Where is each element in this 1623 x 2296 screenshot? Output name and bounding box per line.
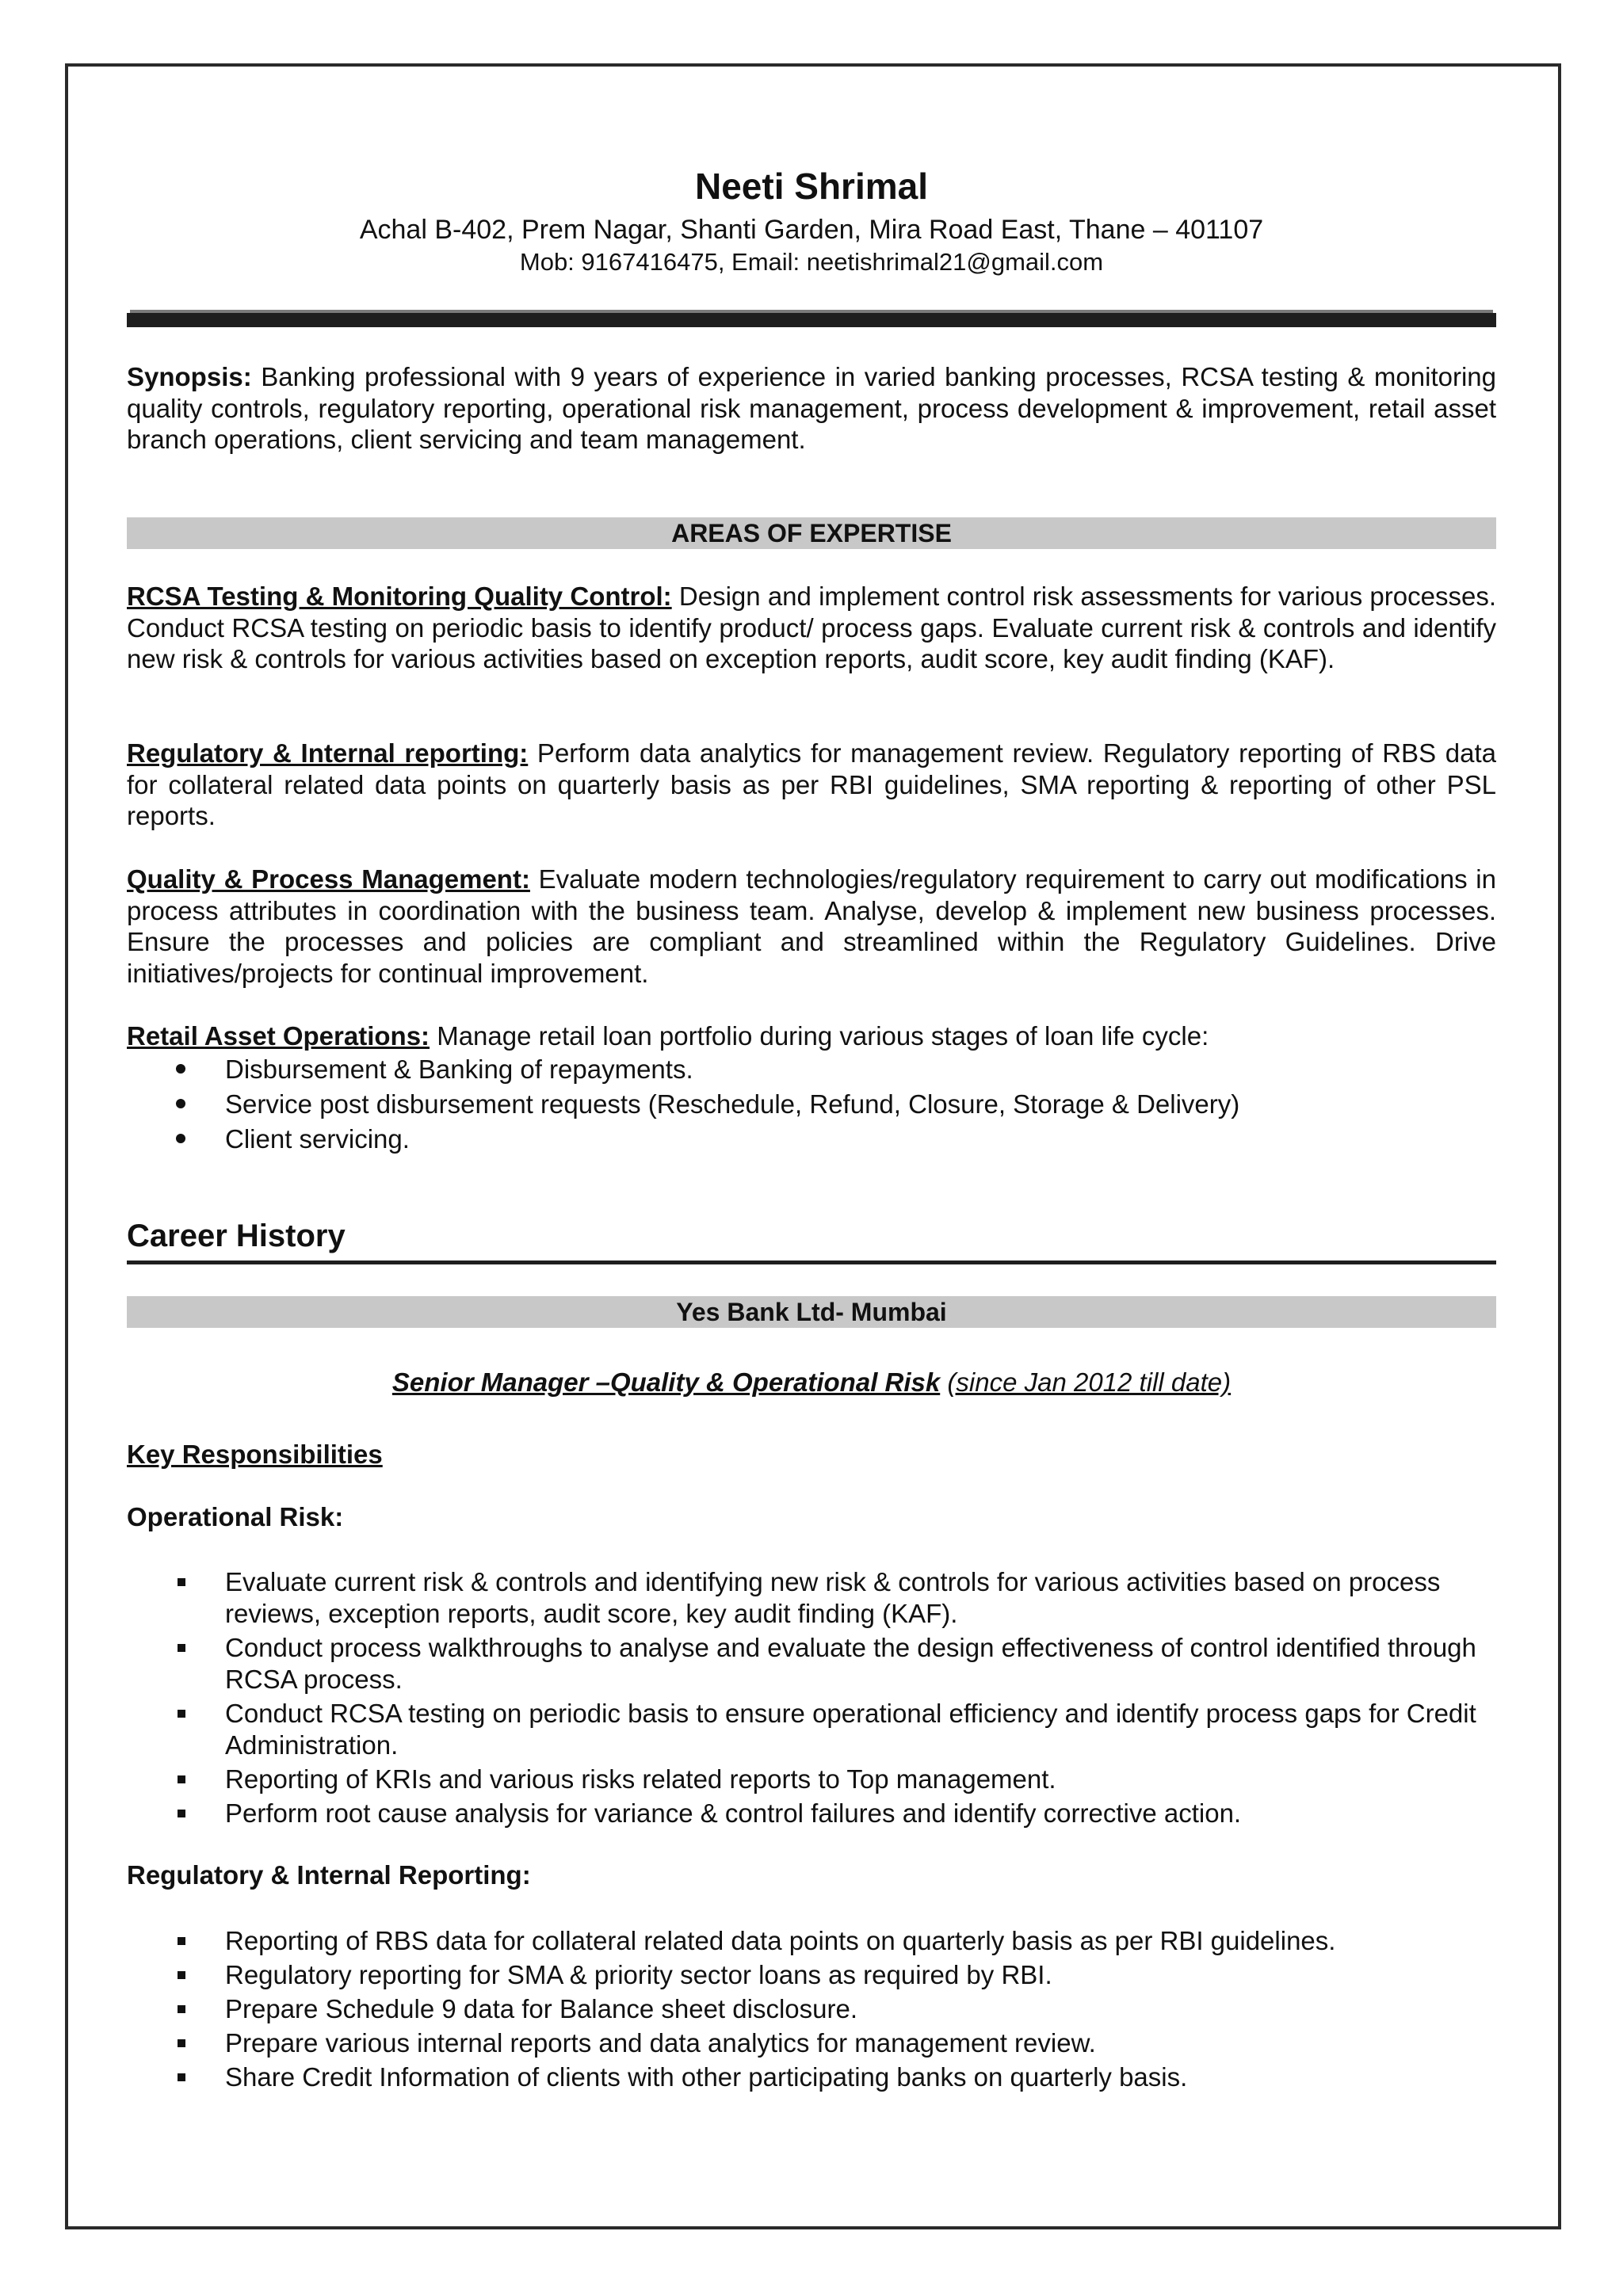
expertise-rcsa-text: Design and implement control risk assessments for various processes. Conduct RCSA testing on periodic basis to identify product/ process gaps. Evaluate current risk & controls and identify new risk & controls for various activities based on exception reports, audit score, key audit finding (KAF). (127, 582, 1496, 673)
role-dates: (since Jan 2012 till date) (947, 1367, 1232, 1397)
expertise-quality-label: Quality & Process Management: (127, 864, 530, 894)
list-item: Prepare Schedule 9 data for Balance sheet disclosure. (127, 1993, 1496, 2025)
expertise-reporting-label: Regulatory & Internal reporting: (127, 738, 529, 768)
list-item: Reporting of KRIs and various risks related reports to Top management. (127, 1764, 1496, 1795)
expertise-retail (127, 1020, 1496, 1052)
bullet-icon (178, 1644, 185, 1652)
list-item: Evaluate current risk & controls and identifying new risk & controls for various activities based on process reviews, exception reports, audit score, key audit finding (KAF). (127, 1566, 1496, 1630)
list-item: Prepare various internal reports and data analytics for management review. (127, 2027, 1496, 2059)
bullet-icon (178, 1971, 185, 1979)
list-item: Disbursement & Banking of repayments. (127, 1052, 1496, 1087)
role-title: Senior Manager –Quality & Operational Risk (391, 1367, 941, 1397)
employer-heading: Yes Bank Ltd- Mumbai (127, 1296, 1496, 1328)
bullet-icon (178, 2039, 185, 2047)
header-divider (127, 313, 1496, 327)
expertise-rcsa-label: RCSA Testing & Monitoring Quality Control: (127, 582, 672, 611)
bullet-icon (178, 1775, 185, 1783)
expertise-retail-text: Manage retail loan portfolio during various stages of loan life cycle: (430, 1021, 1209, 1051)
regulatory-reporting-list (127, 1925, 1496, 2096)
synopsis-text: Banking professional with 9 years of experience in varied banking processes, RCSA testing & monitoring quality controls, regulatory reporting, operational risk management, process development & improvement, retail asset branch operations, client servicing and team management. (127, 362, 1496, 454)
operational-risk-list (127, 1566, 1496, 1832)
bullet-icon (178, 2073, 185, 2081)
bullet-icon (178, 1578, 185, 1586)
expertise-heading: AREAS OF EXPERTISE (127, 517, 1496, 549)
synopsis (127, 361, 1496, 456)
expertise-reporting-text: Perform data analytics for management review. Regulatory reporting of RBS data for collateral related data points on quarterly basis as per RBI guidelines, SMA reporting & reporting of other PSL reports. (127, 738, 1496, 830)
bullet-icon (178, 1710, 185, 1718)
address-line: Achal B-402, Prem Nagar, Shanti Garden, Mira Road East, Thane – 401107 (359, 215, 1264, 245)
bullet-icon (178, 2005, 185, 2013)
expertise-rcsa (127, 581, 1496, 675)
expertise-reporting (127, 738, 1496, 832)
operational-risk-heading: Operational Risk: (127, 1502, 344, 1531)
expertise-quality-text: Evaluate modern technologies/regulatory requirement to carry out modifications in process attributes in coordination with the business team. Analyse, develop & implement new business processes. Ensure the processes and policies are compliant and streamlined within the Regulatory Guidelines. Drive initiatives/projects for continual improvement. (127, 864, 1496, 988)
list-item: Regulatory reporting for SMA & priority sector loans as required by RBI. (127, 1959, 1496, 1991)
list-item: Service post disbursement requests (Reschedule, Refund, Closure, Storage & Delivery) (127, 1087, 1496, 1122)
bullet-icon (178, 1810, 185, 1817)
expertise-retail-label: Retail Asset Operations: (127, 1021, 430, 1051)
synopsis-label: Synopsis: (127, 362, 252, 391)
expertise-quality (127, 864, 1496, 989)
career-history-heading: Career History (127, 1219, 346, 1253)
candidate-name: Neeti Shrimal (695, 166, 928, 207)
bullet-icon (176, 1099, 185, 1108)
bullet-icon (176, 1134, 185, 1143)
contact-line: Mob: 9167416475, Email: neetishrimal21@gmail.com (519, 248, 1104, 276)
key-responsibilities-heading: Key Responsibilities (127, 1440, 383, 1469)
regulatory-reporting-heading: Regulatory & Internal Reporting: (127, 1860, 531, 1890)
bullet-icon (176, 1064, 185, 1074)
list-item: Conduct RCSA testing on periodic basis to ensure operational efficiency and identify process gaps for Credit Administration. (127, 1698, 1496, 1761)
list-item: Client servicing. (127, 1122, 1496, 1157)
list-item: Perform root cause analysis for variance & control failures and identify corrective action. (127, 1798, 1496, 1829)
retail-bullet-list (127, 1052, 1496, 1157)
bullet-icon (178, 1937, 185, 1945)
list-item: Conduct process walkthroughs to analyse and evaluate the design effectiveness of control identified through RCSA process. (127, 1632, 1496, 1695)
list-item: Reporting of RBS data for collateral related data points on quarterly basis as per RBI guidelines. (127, 1925, 1496, 1957)
list-item: Share Credit Information of clients with other participating banks on quarterly basis. (127, 2061, 1496, 2093)
role-line (127, 1367, 1496, 1398)
career-divider (127, 1261, 1496, 1264)
